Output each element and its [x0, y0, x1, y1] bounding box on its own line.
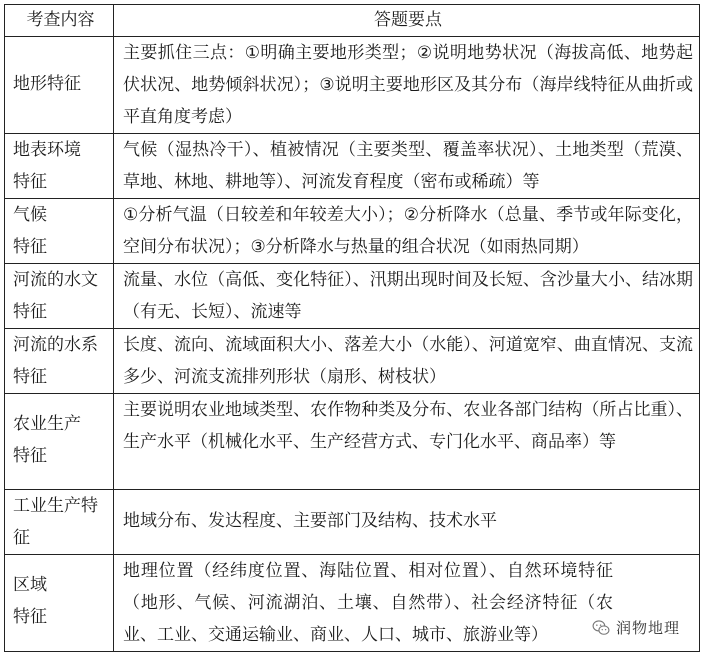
- table-header-row: [5, 5, 700, 37]
- topic-cell: [5, 134, 114, 199]
- table-row: [5, 199, 700, 264]
- content-text: 主要抓住三点：①明确主要地形类型；②说明地势状况（海拔高低、地势起伏状况、地势倾斜状况）；③说明主要地形区及其分布（海岸线特征从曲折或平直角度考虑）: [123, 43, 693, 127]
- header-topic: 考查内容: [5, 5, 114, 37]
- content-text: 地域分布、发达程度、主要部门及结构、技术水平: [123, 511, 497, 531]
- content-cell: [114, 394, 700, 490]
- content-cell: [114, 199, 700, 264]
- content-text: 流量、水位（高低、变化特征）、汛期出现时间及长短、含沙量大小、结冰期（有无、长短）、流速等: [123, 270, 693, 322]
- topic-label: 地表环境特征: [13, 140, 81, 192]
- content-cell: [114, 490, 700, 555]
- topic-label: 农业生产特征: [13, 414, 81, 466]
- watermark: [588, 616, 683, 639]
- topic-cell: [5, 329, 114, 394]
- topic-cell: [5, 37, 114, 134]
- topic-label: 工业生产特征: [13, 496, 98, 548]
- content-text: ①分析气温（日较差和年较差大小）；②分析降水（总量、季节或年际变化，空间分布状况）；③分析降水与热量的组合状况（如雨热同期）: [123, 205, 693, 257]
- content-cell: [114, 37, 700, 134]
- table-row: [5, 37, 700, 134]
- wechat-icon: [591, 618, 611, 638]
- content-cell: [114, 134, 700, 199]
- content-text: 长度、流向、流域面积大小、落差大小（水能）、河道宽窄、曲直情况、支流多少、河流支流排列形状（扇形、树枝状）: [123, 335, 693, 387]
- topic-cell: [5, 394, 114, 490]
- topic-label: 区域特征: [13, 575, 47, 627]
- table-row: [5, 329, 700, 394]
- topic-cell: [5, 199, 114, 264]
- watermark-text: 润物地理: [615, 619, 680, 637]
- content-text: 主要说明农业地域类型、农作物种类及分布、农业各部门结构（所占比重）、生产水平（机械化水平、生产经营方式、专门化水平、商品率）等: [123, 400, 693, 452]
- topic-label: 河流的水文特征: [13, 270, 98, 322]
- table-row: [5, 134, 700, 199]
- topic-cell: [5, 555, 114, 652]
- table-row: [5, 394, 700, 490]
- topic-cell: [5, 490, 114, 555]
- table-row: [5, 490, 700, 555]
- content-text: 地理位置（经纬度位置、海陆位置、相对位置）、自然环境特征（地形、气候、河流湖泊、土壤、自然带）、社会经济特征（农业、工业、交通运输业、商业、人口、城市、旅游业等）: [123, 561, 613, 645]
- exam-points-table: [4, 4, 700, 652]
- header-content: 答题要点: [114, 5, 700, 37]
- content-cell: [114, 264, 700, 329]
- topic-label: 气候特征: [13, 205, 47, 257]
- content-cell: [114, 329, 700, 394]
- topic-label: 地形特征: [13, 74, 81, 94]
- topic-label: 河流的水系特征: [13, 335, 98, 387]
- topic-cell: [5, 264, 114, 329]
- content-text: 气候（湿热冷干）、植被情况（主要类型、覆盖率状况）、土地类型（荒漠、草地、林地、耕地等）、河流发育程度（密布或稀疏）等: [123, 140, 693, 192]
- table-row: [5, 264, 700, 329]
